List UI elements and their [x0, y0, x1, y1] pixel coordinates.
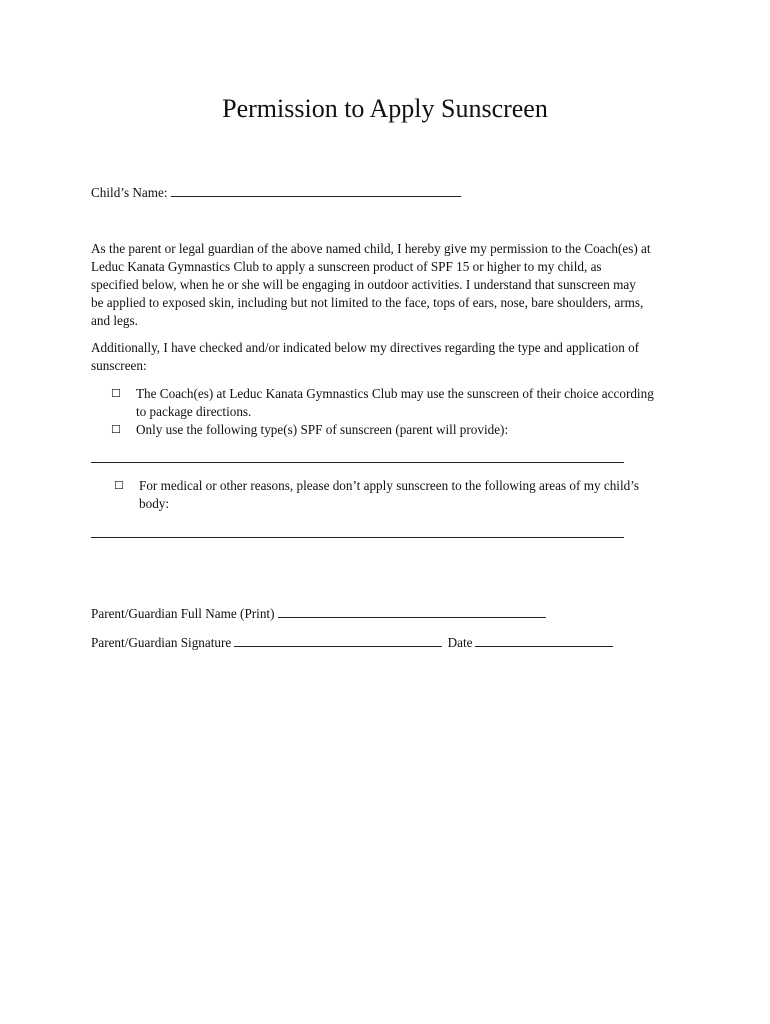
- paragraph-line: Additionally, I have checked and/or indicated below my directives regarding the type and application of: [91, 340, 640, 355]
- signature-field[interactable]: [234, 634, 442, 647]
- checkbox-parent-provided[interactable]: ☐: [111, 423, 121, 436]
- directives-paragraph: [91, 339, 691, 375]
- date-label: Date: [447, 635, 473, 650]
- full-name-row: [91, 605, 691, 623]
- paragraph-line: Leduc Kanata Gymnastics Club to apply a sunscreen product of SPF 15 or higher to my child, as: [91, 259, 602, 274]
- full-name-label: Parent/Guardian Full Name (Print): [91, 606, 275, 621]
- paragraph-line: be applied to exposed skin, including but not limited to the face, tops of ears, nose, bare shoulders, arms,: [91, 295, 644, 310]
- option-coach-choice-text: [136, 385, 654, 421]
- signature-row: [91, 634, 691, 652]
- consent-paragraph: [91, 240, 691, 330]
- paragraph-line: specified below, when he or she will be engaging in outdoor activities. I understand that sunscreen may: [91, 277, 636, 292]
- signature-label: Parent/Guardian Signature: [91, 635, 232, 650]
- checkbox-medical-reasons[interactable]: ☐: [114, 479, 124, 492]
- page-title: Permission to Apply Sunscreen: [222, 94, 548, 123]
- option-line: to package directions.: [136, 404, 252, 419]
- option-line: body:: [139, 496, 170, 511]
- option-parent-provided-text: Only use the following type(s) SPF of sunscreen (parent will provide):: [136, 422, 509, 437]
- option-medical-reasons-text: [139, 477, 639, 513]
- full-name-field[interactable]: [278, 605, 546, 618]
- checkbox-coach-choice[interactable]: ☐: [111, 387, 121, 400]
- paragraph-line: As the parent or legal guardian of the above named child, I hereby give my permission to the Coach(es) at: [91, 241, 651, 256]
- child-name-field[interactable]: [171, 184, 461, 197]
- option-line: The Coach(es) at Leduc Kanata Gymnastics Club may use the sunscreen of their choice according: [136, 386, 654, 401]
- option-line: For medical or other reasons, please don’t apply sunscreen to the following areas of my child’s: [139, 478, 640, 493]
- paragraph-line: sunscreen:: [91, 358, 147, 373]
- body-areas-field[interactable]: [91, 537, 624, 538]
- child-name-row: [91, 184, 691, 202]
- child-name-label: Child’s Name:: [91, 185, 168, 200]
- date-field[interactable]: [475, 634, 613, 647]
- paragraph-line: and legs.: [91, 313, 138, 328]
- sunscreen-type-field[interactable]: [91, 462, 624, 463]
